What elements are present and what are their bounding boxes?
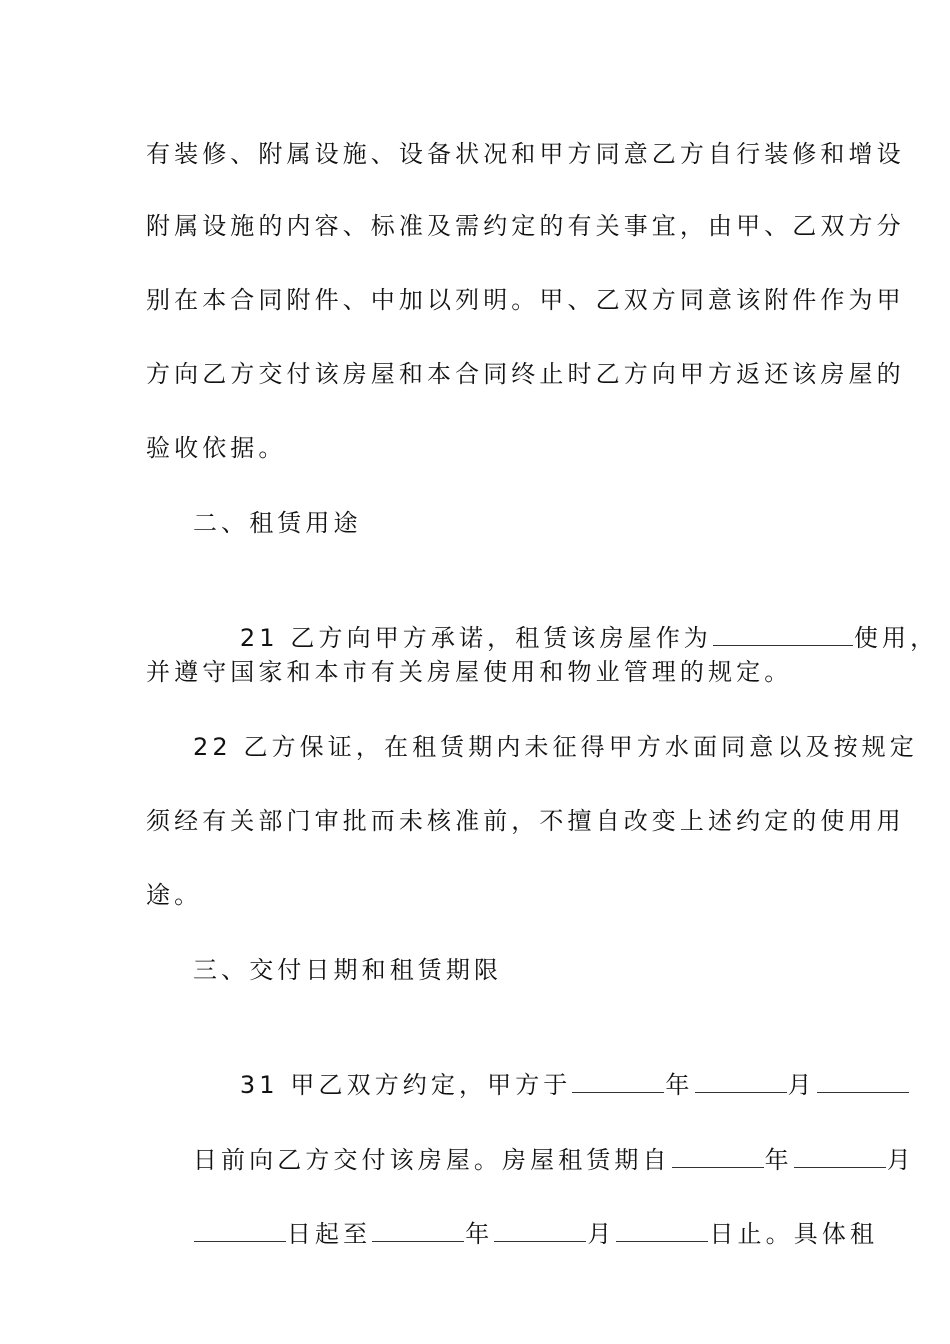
fill-blank-month — [695, 1066, 787, 1093]
year-label: 年 — [665, 1071, 694, 1099]
section-heading-usage: 二、租赁用途 — [193, 509, 362, 537]
fill-blank-day — [817, 1066, 909, 1093]
paragraph-line: 有装修、附属设施、设备状况和甲方同意乙方自行装修和增设 — [146, 140, 905, 168]
paragraph-line: 附属设施的内容、标准及需约定的有关事宜，由甲、乙双方分 — [146, 212, 905, 240]
fill-blank-year — [372, 1215, 464, 1242]
clause-text: 31 甲乙双方约定，甲方于 — [239, 1071, 572, 1099]
paragraph-line: 途。 — [146, 881, 203, 909]
year-label: 年 — [764, 1146, 793, 1174]
clause-text: 使用， — [853, 624, 939, 652]
fill-blank-year — [572, 1066, 664, 1093]
section-heading-term: 三、交付日期和租赁期限 — [193, 956, 503, 984]
clause-text: 日止。具体租 — [709, 1220, 879, 1248]
month-label: 月 — [787, 1071, 816, 1099]
fill-blank-month — [494, 1215, 586, 1242]
paragraph-line: 须经有关部门审批而未核准前，不擅自改变上述约定的使用用 — [146, 807, 905, 835]
fill-blank-month — [794, 1141, 886, 1168]
paragraph-line — [146, 1174, 879, 1248]
fill-blank-usage — [713, 619, 853, 646]
paragraph-line: 方向乙方交付该房屋和本合同终止时乙方向甲方返还该房屋的 — [146, 360, 905, 388]
paragraph-line: 并遵守国家和本市有关房屋使用和物业管理的规定。 — [146, 658, 793, 686]
paragraph-line: 验收依据。 — [146, 434, 287, 462]
paragraph-line — [146, 1100, 915, 1174]
clause-3-1 — [193, 1025, 816, 1099]
fill-blank-day — [616, 1215, 708, 1242]
fill-blank-year — [672, 1141, 764, 1168]
clause-2-2: 22 乙方保证，在租赁期内未征得甲方水面同意以及按规定 — [193, 733, 918, 761]
month-label: 月 — [587, 1220, 616, 1248]
clause-text: 日起至 — [286, 1220, 372, 1248]
year-label: 年 — [465, 1220, 494, 1248]
clause-text: 21 乙方向甲方承诺，租赁该房屋作为 — [239, 624, 712, 652]
month-label: 月 — [886, 1146, 915, 1174]
clause-text: 日前向乙方交付该房屋。房屋租赁期自 — [192, 1146, 671, 1174]
paragraph-line: 别在本合同附件、中加以列明。甲、乙双方同意该附件作为甲 — [146, 286, 905, 314]
clause-2-1 — [193, 578, 939, 652]
fill-blank-day — [194, 1215, 286, 1242]
